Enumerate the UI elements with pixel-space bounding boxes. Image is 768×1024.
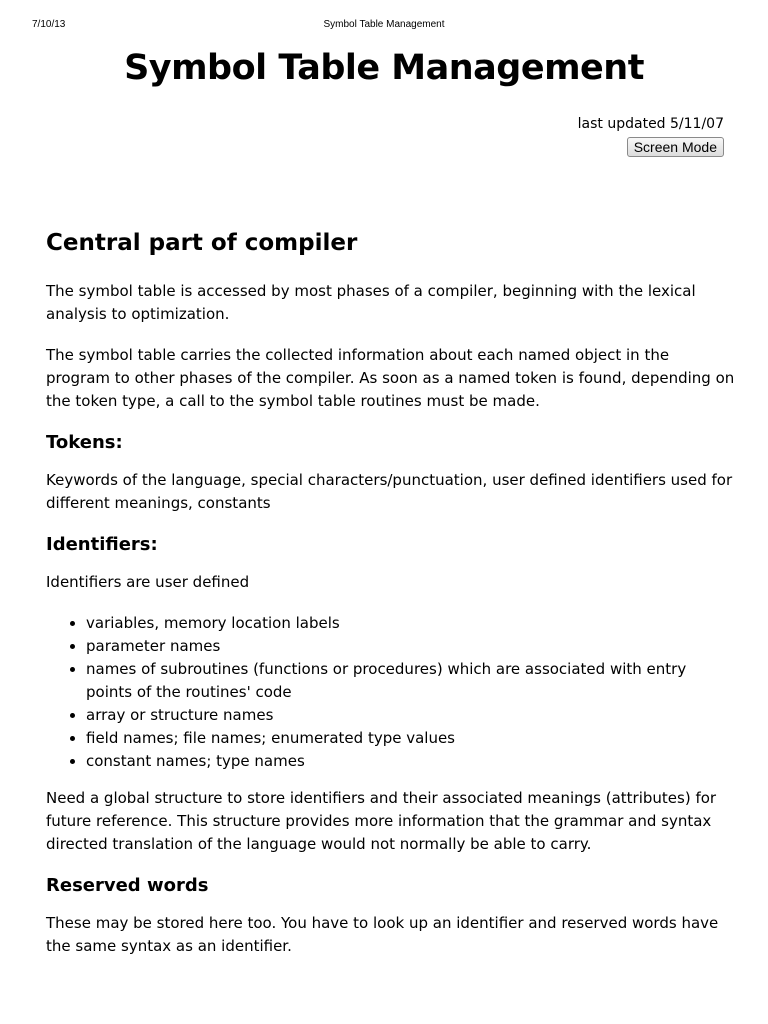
intro-paragraph: The symbol table is accessed by most phases of a compiler, beginning with the lexical analysis to optimization.: [46, 282, 696, 323]
identifiers-after: Need a global structure to store identifiers and their associated meanings (attributes) for future reference. This structure provides more information that the grammar and syntax directed translation of the language would not normally be able to carry.: [46, 789, 717, 853]
tokens-heading: Tokens:: [46, 432, 123, 453]
print-header: [0, 19, 768, 33]
print-date: 7/10/13: [32, 19, 66, 30]
page-meta: [578, 116, 724, 157]
identifiers-heading: Identifiers:: [46, 534, 158, 555]
reserved-words-text: These may be stored here too. You have to look up an identifier and reserved words have the same syntax as an identifier.: [46, 914, 719, 955]
screen-mode-button[interactable]: Screen Mode: [627, 137, 724, 157]
list-item: • parameter names: [86, 635, 736, 658]
page-title: Symbol Table Management: [124, 48, 644, 88]
intro-paragraph: The symbol table carries the collected information about each named object in the program to other phases of the compiler. As soon as a named token is found, depending on the token type, a call to the symbol table routines must be made.: [46, 346, 735, 410]
tokens-text: Keywords of the language, special characters/punctuation, user defined identifiers used for different meanings, constants: [46, 471, 733, 512]
last-updated: last updated 5/11/07: [577, 116, 724, 132]
list-item: • constant names; type names: [86, 750, 736, 773]
identifiers-list: [46, 612, 736, 773]
identifiers-intro: Identifiers are user defined: [46, 573, 250, 591]
list-item: • field names; file names; enumerated type values: [86, 727, 736, 750]
print-header-title: Symbol Table Management: [323, 19, 445, 30]
section-title: Central part of compiler: [46, 230, 358, 256]
list-item: • array or structure names: [86, 704, 736, 727]
main-content: [46, 228, 736, 976]
list-item: • variables, memory location labels: [86, 612, 736, 635]
reserved-words-heading: Reserved words: [46, 875, 209, 896]
list-item: • names of subroutines (functions or procedures) which are associated with entry points of the routines' code: [86, 658, 736, 704]
